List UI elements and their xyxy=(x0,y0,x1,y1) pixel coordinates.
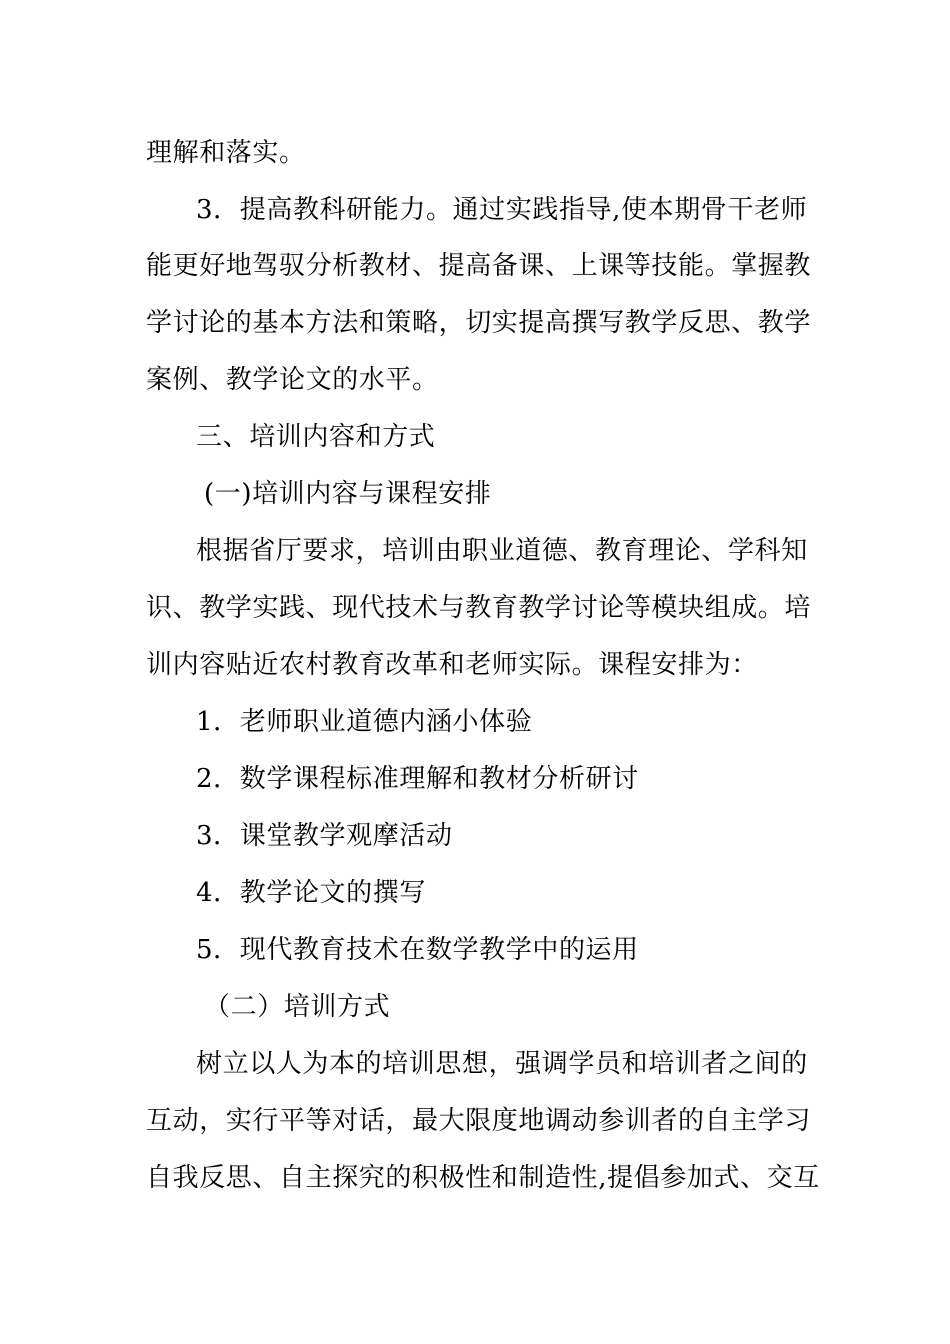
paragraph-line: 自我反思、自主探究的积极性和制造性,提倡参加式、交互 xyxy=(146,1163,820,1193)
paragraph-line: 互动，实行平等对话，最大限度地调动参训者的自主学习 xyxy=(146,1106,812,1136)
section-heading: 三、培训内容和方式 xyxy=(196,422,436,452)
list-item: 3．课堂教学观摩活动 xyxy=(196,821,453,851)
paragraph-line: 学讨论的基本方法和策略，切实提高撰写教学反思、教学 xyxy=(146,308,812,338)
list-item: 4．教学论文的撰写 xyxy=(196,878,426,908)
list-item: 1．老师职业道德内涵小体验 xyxy=(196,707,533,737)
subsection-heading: (一)培训内容与课程安排 xyxy=(204,479,492,509)
paragraph-line: 能更好地驾驭分析教材、提高备课、上课等技能。掌握教 xyxy=(146,251,812,281)
paragraph-line: 树立以人为本的培训思想，强调学员和培训者之间的 xyxy=(196,1049,808,1079)
paragraph-line: 识、教学实践、现代技术与教育教学讨论等模块组成。培 xyxy=(146,593,812,623)
subsection-heading: （二）培训方式 xyxy=(204,992,391,1022)
list-item: 2．数学课程标准理解和教材分析研讨 xyxy=(196,764,639,794)
paragraph-line: 根据省厅要求，培训由职业道德、教育理论、学科知 xyxy=(196,536,808,566)
list-item: 5．现代教育技术在数学教学中的运用 xyxy=(196,935,639,965)
list-item: 3．提高教科研能力。通过实践指导,使本期骨干老师 xyxy=(196,195,808,225)
paragraph-line: 训内容贴近农村教育改革和老师实际。课程安排为： xyxy=(146,650,758,680)
paragraph-line: 案例、教学论文的水平。 xyxy=(146,365,439,395)
paragraph-line: 理解和落实。 xyxy=(146,138,306,168)
